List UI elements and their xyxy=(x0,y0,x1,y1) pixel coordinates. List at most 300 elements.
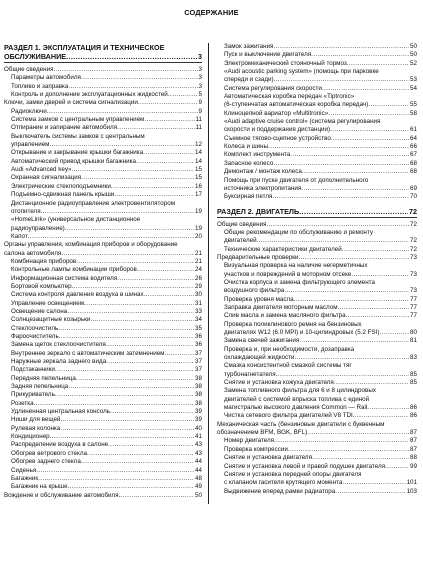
toc-leader-dots xyxy=(299,254,410,262)
toc-entry[interactable] xyxy=(4,74,202,82)
toc-left-column xyxy=(4,43,202,500)
toc-entry-title: Прикуриватель xyxy=(11,391,55,399)
toc-page-number: 40 xyxy=(195,424,202,432)
toc-leader-dots xyxy=(34,400,194,408)
toc-entry-title: Радиоключи xyxy=(11,107,47,115)
toc-entry-title: обозначением BFM, BGK, BFL) xyxy=(217,429,308,437)
toc-page-number: 72 xyxy=(410,237,417,245)
toc-leader-dots xyxy=(311,51,409,59)
toc-page-number: 3 xyxy=(198,52,202,61)
toc-entry[interactable] xyxy=(4,483,202,491)
toc-page-number: 19 xyxy=(195,207,202,215)
toc-entry[interactable] xyxy=(4,366,202,374)
toc-entry-title: Замена топливного фильтра для 6 и 8 цилиндровых xyxy=(224,387,376,395)
toc-entry[interactable] xyxy=(217,185,417,193)
toc-entry[interactable] xyxy=(217,379,417,387)
toc-entry[interactable] xyxy=(217,254,417,262)
toc-entry-title: Демонтаж / монтаж колеса xyxy=(224,168,302,176)
toc-entry[interactable] xyxy=(217,446,417,454)
toc-entry[interactable] xyxy=(4,325,202,333)
toc-entry-title: Кондиционер xyxy=(11,433,50,441)
toc-leader-dots xyxy=(72,283,194,291)
toc-entry[interactable] xyxy=(217,362,417,370)
toc-page-number: 73 xyxy=(410,287,417,295)
toc-page-number: 49 xyxy=(195,483,202,491)
toc-leader-dots xyxy=(335,488,405,496)
toc-leader-dots xyxy=(346,312,410,320)
toc-entry[interactable] xyxy=(217,488,417,496)
toc-page-number: 67 xyxy=(410,151,417,159)
toc-entry-title: Съемное тягово-сцепное устройство xyxy=(224,134,331,142)
toc-entry[interactable] xyxy=(217,262,417,270)
toc-entry[interactable] xyxy=(217,101,417,109)
toc-page-number: 87 xyxy=(410,445,417,453)
toc-entry[interactable] xyxy=(4,208,202,216)
toc-leader-dots xyxy=(338,304,410,312)
toc-page-number: 44 xyxy=(195,458,202,466)
toc-leader-dots xyxy=(67,308,194,316)
toc-entry-title: РАЗДЕЛ 2. ДВИГАТЕЛЬ xyxy=(217,206,300,216)
toc-leader-dots xyxy=(50,433,194,441)
toc-entry[interactable] xyxy=(217,387,417,395)
toc-page-number: 21 xyxy=(195,249,202,257)
toc-entry-title: с клапаном гасителя крутящего момента xyxy=(224,479,343,487)
toc-entry-title: Общие сведения xyxy=(4,66,54,73)
toc-entry-title: радиоуправление) xyxy=(11,224,65,232)
toc-page-number: 30 xyxy=(195,291,202,299)
toc-entry[interactable] xyxy=(217,193,417,201)
toc-leader-dots xyxy=(331,135,409,143)
toc-entry[interactable] xyxy=(217,304,417,312)
toc-entry-title: охлаждающей жидкости xyxy=(224,354,295,362)
toc-entry[interactable] xyxy=(217,337,417,345)
toc-entry[interactable] xyxy=(217,229,417,237)
toc-entry[interactable] xyxy=(4,225,202,233)
toc-leader-dots xyxy=(36,467,194,475)
toc-leader-dots xyxy=(284,287,409,295)
toc-entry[interactable] xyxy=(4,416,202,424)
toc-entry-title: Визуальная проверка на наличие негерметичных xyxy=(224,262,368,270)
toc-leader-dots xyxy=(61,250,194,258)
toc-entry[interactable] xyxy=(217,118,417,126)
toc-entry[interactable] xyxy=(217,271,417,279)
toc-leader-dots xyxy=(302,168,409,176)
toc-leader-dots xyxy=(299,337,409,345)
toc-page-number: 48 xyxy=(195,474,202,482)
toc-page-number: 35 xyxy=(195,324,202,332)
toc-leader-dots xyxy=(66,52,197,61)
toc-entry[interactable] xyxy=(4,400,202,408)
toc-entry[interactable] xyxy=(217,246,417,254)
toc-entry[interactable] xyxy=(4,350,202,358)
column-divider xyxy=(208,43,209,504)
toc-entry-title: Смазка консистентной смазкой системы тяг xyxy=(224,362,352,370)
toc-page-number: 9 xyxy=(198,99,202,107)
toc-entry-title: участков и повреждений в моторном отсеке xyxy=(224,270,352,278)
toc-entry[interactable] xyxy=(4,333,202,341)
toc-leader-dots xyxy=(71,166,194,174)
toc-entry[interactable] xyxy=(217,321,417,329)
toc-entry[interactable] xyxy=(4,99,202,107)
toc-entry[interactable] xyxy=(217,126,417,134)
toc-page-number: 12 xyxy=(195,141,202,149)
toc-entry-title: Клиноцепной вариатор «Multitronic» xyxy=(224,109,329,117)
toc-entry[interactable] xyxy=(217,479,417,487)
toc-entry[interactable] xyxy=(4,183,202,191)
toc-leader-dots xyxy=(301,185,409,193)
toc-entry[interactable] xyxy=(217,85,417,93)
toc-entry-title: Снятие и установка двигателя xyxy=(224,454,312,462)
toc-entry[interactable] xyxy=(4,91,202,99)
toc-entry[interactable] xyxy=(217,60,417,68)
toc-entry[interactable] xyxy=(4,191,202,199)
toc-entry-title: Фароочиститель xyxy=(11,333,59,340)
toc-entry-title: Контроль и дополнение эксплуатационных жидкостей xyxy=(11,91,168,99)
toc-leader-dots xyxy=(136,158,194,166)
toc-entry[interactable] xyxy=(4,149,202,157)
toc-leader-dots xyxy=(144,291,194,299)
toc-page-number: 36 xyxy=(195,341,202,349)
toc-page-number: 24 xyxy=(195,266,202,274)
toc-entry[interactable] xyxy=(4,300,202,308)
toc-leader-dots xyxy=(273,160,409,168)
toc-leader-dots xyxy=(55,391,194,399)
toc-entry-title: Отпирание и запирание автомобиля xyxy=(11,124,118,132)
toc-entry-title: ОБСЛУЖИВАНИЕ xyxy=(4,52,67,61)
toc-entry[interactable] xyxy=(217,51,417,59)
toc-entry[interactable] xyxy=(217,296,417,304)
toc-leader-dots xyxy=(38,475,194,483)
toc-page-number: 99 xyxy=(410,462,417,470)
toc-leader-dots xyxy=(87,450,194,458)
toc-entry-title: Подстаканники xyxy=(11,366,55,374)
toc-page-number: 50 xyxy=(195,491,202,499)
toc-entry-title: Информационная система водителя xyxy=(11,274,118,282)
toc-entry[interactable] xyxy=(217,68,417,76)
toc-leader-dots xyxy=(68,83,197,91)
toc-entry-title: Сиденья xyxy=(11,466,37,474)
toc-entry[interactable] xyxy=(4,66,202,74)
toc-entry[interactable] xyxy=(217,421,417,429)
toc-entry-title: Предварительные проверки xyxy=(217,253,299,261)
toc-entry-title: Вождение и обслуживание автомобиля xyxy=(4,491,119,499)
toc-entry[interactable] xyxy=(4,174,202,182)
toc-entry-title: Номер двигателя xyxy=(224,437,275,445)
toc-leader-dots xyxy=(49,141,194,149)
toc-entry[interactable] xyxy=(217,396,417,404)
toc-entry[interactable] xyxy=(217,143,417,151)
toc-entry[interactable] xyxy=(4,375,202,383)
toc-page-number: 21 xyxy=(195,257,202,265)
toc-leader-dots xyxy=(68,383,194,391)
toc-entry[interactable] xyxy=(217,412,417,420)
toc-page-number: 83 xyxy=(410,354,417,362)
toc-leader-dots xyxy=(68,483,194,491)
toc-page-number: 73 xyxy=(410,270,417,278)
toc-entry-title: Электромеханический стояночный тормоз xyxy=(224,59,347,67)
toc-entry-title: магистралью высокого давления Common — Rail xyxy=(224,404,368,412)
toc-leader-dots xyxy=(274,437,409,445)
toc-entry-title: Передняя пепельница xyxy=(11,374,76,382)
toc-page-number: 66 xyxy=(410,143,417,151)
toc-leader-dots xyxy=(106,358,194,366)
toc-entry[interactable] xyxy=(217,371,417,379)
toc-leader-dots xyxy=(59,333,194,341)
toc-entry[interactable] xyxy=(217,454,417,462)
toc-entry-title: Комплект инструмента xyxy=(224,151,291,159)
toc-leader-dots xyxy=(379,329,409,337)
toc-entry-title: Замок зажигания xyxy=(224,43,274,50)
toc-page-number: 38 xyxy=(195,391,202,399)
toc-entry-title: двигателей с системой впрыска топлива с единой xyxy=(224,395,370,403)
toc-leader-dots xyxy=(295,354,410,362)
toc-page-number: 69 xyxy=(410,184,417,192)
toc-entry-title: Электрические стеклоподъемники xyxy=(11,182,111,190)
toc-entry-title: Проверка компрессии xyxy=(224,445,288,453)
toc-page-number: 72 xyxy=(410,245,417,253)
toc-entry[interactable] xyxy=(217,237,417,245)
toc-leader-dots xyxy=(385,463,409,471)
toc-entry[interactable] xyxy=(4,166,202,174)
toc-entry[interactable] xyxy=(4,200,202,208)
toc-leader-dots xyxy=(117,124,194,132)
toc-entry-title: Параметры автомобиля xyxy=(11,74,81,82)
toc-entry[interactable] xyxy=(4,116,202,124)
toc-entry-title: (6-ступенчатая автоматическая коробка передач) xyxy=(224,101,369,109)
toc-entry-title: Капот xyxy=(11,232,28,240)
toc-entry-title: «Audi adaptive cruise control» (система регулирования xyxy=(224,118,381,126)
toc-entry[interactable] xyxy=(4,83,202,91)
toc-entry-title: спереди и сзади) xyxy=(224,76,274,84)
toc-entry[interactable] xyxy=(4,124,202,132)
toc-entry[interactable] xyxy=(4,258,202,266)
toc-leader-dots xyxy=(353,412,409,420)
toc-entry[interactable] xyxy=(217,437,417,445)
toc-entry-title: Багажник xyxy=(11,474,39,482)
toc-entry[interactable] xyxy=(4,358,202,366)
toc-entry[interactable] xyxy=(217,287,417,295)
toc-leader-dots xyxy=(41,208,194,216)
toc-page-number: 38 xyxy=(195,374,202,382)
toc-page-number: 14 xyxy=(195,149,202,157)
toc-leader-dots xyxy=(342,479,405,487)
toc-page-number: 9 xyxy=(198,107,202,115)
toc-leader-dots xyxy=(58,325,194,333)
toc-page-number: 39 xyxy=(195,408,202,416)
toc-entry[interactable] xyxy=(217,346,417,354)
toc-leader-dots xyxy=(307,429,409,437)
toc-entry-title: Контрольные лампы комбинации приборов xyxy=(11,266,137,274)
toc-entry[interactable] xyxy=(4,441,202,449)
toc-entry[interactable] xyxy=(4,433,202,441)
toc-page-number: 81 xyxy=(410,337,417,345)
toc-page-number: 77 xyxy=(410,303,417,311)
toc-entry[interactable] xyxy=(217,279,417,287)
toc-entry-title: Топливо и заправка xyxy=(11,82,69,90)
section-underline xyxy=(217,217,417,218)
toc-entry[interactable] xyxy=(217,168,417,176)
toc-entry-title: Автоматическая коробка передач «Tiptronic» xyxy=(224,93,355,101)
toc-leader-dots xyxy=(351,271,409,279)
toc-entry-title: Охранная сигнализация xyxy=(11,174,82,182)
toc-entry[interactable] xyxy=(4,283,202,291)
toc-entry-title: Багажник на крыше xyxy=(11,483,68,491)
toc-entry[interactable] xyxy=(217,76,417,84)
toc-entry[interactable] xyxy=(217,177,417,185)
toc-entry-title: Замена свечей зажигания xyxy=(224,337,300,345)
toc-page-number: 34 xyxy=(195,316,202,324)
toc-leader-dots xyxy=(110,408,194,416)
toc-entry[interactable] xyxy=(217,471,417,479)
toc-page-number: 36 xyxy=(195,333,202,340)
toc-entry[interactable] xyxy=(217,221,417,229)
toc-entry[interactable] xyxy=(217,354,417,362)
toc-entry[interactable] xyxy=(217,43,417,51)
toc-entry-title: Выключатель системы замков с центральным xyxy=(11,132,145,140)
toc-page-number: 43 xyxy=(195,449,202,457)
toc-entry-title: Технические характеристики двигателей xyxy=(224,245,342,253)
toc-page-number: 72 xyxy=(410,220,417,228)
toc-entry-title: турбонагнетателя xyxy=(224,370,276,378)
toc-entry[interactable] xyxy=(217,151,417,159)
toc-entry-title: Колеса и шины xyxy=(224,143,269,151)
toc-entry[interactable] xyxy=(4,291,202,299)
toc-page-number: 50 xyxy=(410,51,417,59)
toc-page-number: 19 xyxy=(195,224,202,232)
toc-page-number: 44 xyxy=(195,466,202,474)
toc-entry[interactable] xyxy=(4,408,202,416)
toc-entry-title: Рулевая колонка xyxy=(11,424,61,432)
toc-page-number: 3 xyxy=(198,66,202,73)
toc-leader-dots xyxy=(143,149,194,157)
toc-leader-dots xyxy=(117,275,194,283)
toc-entry[interactable] xyxy=(217,463,417,471)
toc-page-number: 31 xyxy=(195,299,202,307)
toc-entry[interactable] xyxy=(4,108,202,116)
toc-entry-title: салона автомобиля xyxy=(4,249,62,257)
toc-entry-title: Замена щеток стеклоочистителя xyxy=(11,341,106,349)
toc-entry-title: Очистка корпуса и замена фильтрующего элемента xyxy=(224,278,375,286)
toc-page-number: 61 xyxy=(410,126,417,134)
toc-section-heading[interactable] xyxy=(217,207,417,216)
toc-entry-title: «HomeLink» (универсальное дистанционное xyxy=(11,216,141,224)
toc-section-heading[interactable] xyxy=(4,52,202,61)
toc-entry-title: источника электропитания xyxy=(224,184,302,192)
toc-leader-dots xyxy=(106,341,194,349)
toc-entry[interactable] xyxy=(4,266,202,274)
toc-entry[interactable] xyxy=(217,312,417,320)
toc-page-number: 85 xyxy=(410,370,417,378)
toc-entry[interactable] xyxy=(4,241,202,249)
toc-entry[interactable] xyxy=(4,233,202,241)
toc-section-heading[interactable] xyxy=(4,43,202,52)
toc-entry[interactable] xyxy=(4,275,202,283)
toc-entry-title: воздушного фильтра xyxy=(224,287,285,295)
toc-entry-title: «Audi acoustic parking system» (помощь при парковке xyxy=(224,68,379,76)
toc-page-number: 80 xyxy=(410,329,417,336)
toc-leader-dots xyxy=(60,416,194,424)
toc-page-number: 77 xyxy=(410,295,417,303)
toc-entry[interactable] xyxy=(4,467,202,475)
toc-page-number: 54 xyxy=(410,84,417,92)
toc-entry[interactable] xyxy=(4,391,202,399)
toc-page-number: 17 xyxy=(195,191,202,199)
toc-page-number: 87 xyxy=(410,429,417,437)
toc-leader-dots xyxy=(28,233,194,241)
toc-page-number: 87 xyxy=(410,437,417,445)
toc-entry-title: Слив масла и замена масляного фильтра xyxy=(224,312,346,320)
toc-entry[interactable] xyxy=(217,110,417,118)
toc-leader-dots xyxy=(76,375,194,383)
toc-entry-title: Заправка двигателя моторным маслом xyxy=(224,303,338,311)
toc-page-number: 88 xyxy=(410,454,417,462)
toc-entry[interactable] xyxy=(4,450,202,458)
toc-leader-dots xyxy=(290,151,409,159)
toc-entry-title: Удлиненная центральная консоль xyxy=(11,408,111,416)
toc-entry[interactable] xyxy=(217,429,417,437)
toc-entry[interactable] xyxy=(4,158,202,166)
toc-entry-title: двигателей xyxy=(224,237,257,245)
toc-entry-title: Ниши для вещей xyxy=(11,416,61,424)
toc-entry[interactable] xyxy=(4,316,202,324)
toc-leader-dots xyxy=(108,441,194,449)
toc-leader-dots xyxy=(367,404,409,412)
toc-entry[interactable] xyxy=(217,329,417,337)
toc-entry-title: Общие сведения xyxy=(217,220,267,228)
toc-entry[interactable] xyxy=(4,458,202,466)
toc-entry[interactable] xyxy=(4,341,202,349)
toc-entry-title: Обогрев заднего стекла xyxy=(11,458,81,466)
toc-right-column xyxy=(217,43,417,496)
toc-entry[interactable] xyxy=(217,135,417,143)
toc-entry-title: двигателях W12 (6.0 MPI) и 10-цилиндровых (5.2 FSI) xyxy=(224,329,380,336)
toc-entry[interactable] xyxy=(217,160,417,168)
toc-leader-dots xyxy=(322,85,409,93)
toc-entry-title: Распределение воздуха в салоне xyxy=(11,441,109,449)
toc-entry[interactable] xyxy=(4,475,202,483)
toc-page-number: 50 xyxy=(410,43,417,50)
toc-leader-dots xyxy=(53,66,197,74)
toc-leader-dots xyxy=(288,446,409,454)
toc-entry-title: Внутреннее зеркало с автоматическим затемнением xyxy=(11,349,165,357)
toc-page-number: 11 xyxy=(195,116,202,124)
toc-entry[interactable] xyxy=(217,404,417,412)
toc-entry[interactable] xyxy=(4,308,202,316)
toc-leader-dots xyxy=(65,225,194,233)
toc-entry[interactable] xyxy=(4,425,202,433)
toc-page-number: 52 xyxy=(410,59,417,67)
toc-entry-title: Механическая часть (бензиновые двигатели с буквенным xyxy=(217,420,385,428)
toc-entry-title: Снятие и установка кожуха двигателя xyxy=(224,379,334,387)
toc-entry[interactable] xyxy=(4,133,202,141)
toc-leader-dots xyxy=(90,316,194,324)
toc-entry-title: скорости и поддержания дистанции) xyxy=(224,126,331,134)
toc-entry-title: Управление освещением xyxy=(11,299,85,307)
toc-entry[interactable] xyxy=(4,141,202,149)
toc-entry[interactable] xyxy=(4,383,202,391)
toc-entry[interactable] xyxy=(4,250,202,258)
toc-page-number: 77 xyxy=(410,312,417,320)
toc-leader-dots xyxy=(330,126,409,134)
toc-entry[interactable] xyxy=(4,492,202,500)
toc-entry[interactable] xyxy=(4,216,202,224)
toc-entry-title: Бортовой компьютер xyxy=(11,282,72,290)
toc-entry-title: Стеклоочистиль xyxy=(11,324,59,332)
toc-leader-dots xyxy=(76,258,194,266)
toc-page-number: 3 xyxy=(198,74,202,82)
toc-entry[interactable] xyxy=(217,93,417,101)
toc-leader-dots xyxy=(299,207,408,216)
